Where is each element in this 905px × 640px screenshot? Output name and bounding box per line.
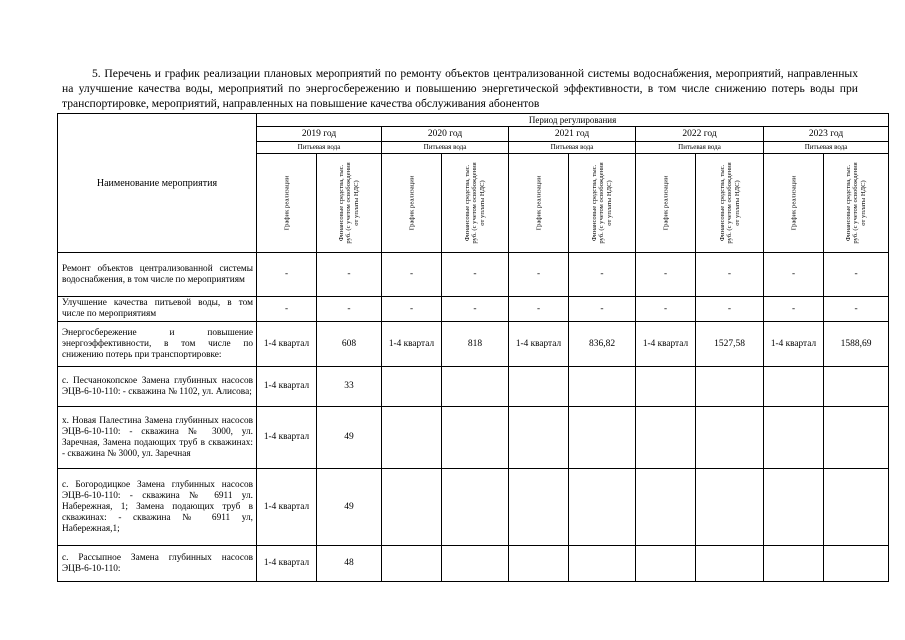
table-row bbox=[58, 469, 889, 546]
finance-cell: - bbox=[442, 297, 509, 322]
schedule-cell bbox=[636, 546, 696, 582]
finance-cell: 49 bbox=[317, 407, 382, 469]
schedule-cell: - bbox=[257, 253, 317, 297]
finance-cell: 1527,58 bbox=[696, 322, 764, 367]
finance-cell: - bbox=[824, 297, 889, 322]
finance-cell: 1588,69 bbox=[824, 322, 889, 367]
finance-column-header: Финансовые средства, тыс. руб. (с учетом освобождения от уплаты НДС) bbox=[463, 162, 486, 244]
period-header: Период регулирования bbox=[257, 114, 889, 127]
schedule-column-header: График реализации bbox=[534, 175, 542, 231]
water-type-header: Питьевая вода bbox=[509, 142, 636, 154]
schedule-cell: - bbox=[636, 297, 696, 322]
activity-name-cell: Ремонт объектов централизованной системы водоснабжения, в том числе по мероприятиям bbox=[58, 253, 257, 297]
schedule-cell bbox=[509, 469, 569, 546]
finance-cell bbox=[824, 469, 889, 546]
year-header: 2023 год bbox=[764, 127, 889, 142]
finance-cell: - bbox=[442, 253, 509, 297]
schedule-cell: 1-4 квартал bbox=[257, 546, 317, 582]
document-heading: 5. Перечень и график реализации плановых мероприятий по ремонту объектов централизованной системы водоснабжения, мероприятий, направленных на улучшение качества воды, мероприятий по энергосбережению и повышению энергетической эффективности, в том числе снижению потерь воды при транспортировке, мероприятий, направленных на повышение качества обслуживания абонентов bbox=[62, 67, 858, 110]
finance-cell: - bbox=[317, 297, 382, 322]
schedule-cell: - bbox=[382, 253, 442, 297]
schedule-cell: - bbox=[257, 297, 317, 322]
finance-cell: 818 bbox=[442, 322, 509, 367]
finance-cell: - bbox=[569, 297, 636, 322]
schedule-cell bbox=[382, 367, 442, 407]
activity-name-cell: с. Песчанокопское Замена глубинных насосов ЭЦВ-6-10-110: - скважина № 1102, ул. Алисова; bbox=[58, 367, 257, 407]
finance-cell: - bbox=[696, 253, 764, 297]
finance-cell bbox=[824, 367, 889, 407]
name-column-header: Наименование мероприятия bbox=[58, 114, 257, 253]
schedule-cell bbox=[509, 546, 569, 582]
finance-cell: 49 bbox=[317, 469, 382, 546]
water-type-header: Питьевая вода bbox=[636, 142, 764, 154]
table-row bbox=[58, 322, 889, 367]
schedule-cell: 1-4 квартал bbox=[257, 469, 317, 546]
finance-cell: 48 bbox=[317, 546, 382, 582]
finance-column-header: Финансовые средства, тыс. руб. (с учетом освобождения от уплаты НДС) bbox=[844, 162, 867, 244]
finance-cell bbox=[569, 469, 636, 546]
schedule-cell: - bbox=[509, 253, 569, 297]
table-row bbox=[58, 546, 889, 582]
finance-cell bbox=[442, 469, 509, 546]
schedule-cell: - bbox=[382, 297, 442, 322]
year-header: 2022 год bbox=[636, 127, 764, 142]
finance-cell: 836,82 bbox=[569, 322, 636, 367]
schedule-cell: 1-4 квартал bbox=[257, 407, 317, 469]
finance-cell bbox=[442, 407, 509, 469]
schedule-cell bbox=[509, 367, 569, 407]
activity-name-cell: с. Богородицкое Замена глубинных насосов ЭЦВ-6-10-110: - скважина № 6911 ул. Набережная, 1; Замена подающих труб в скважинах: - скважина № 6911 ул, Набережная,1; bbox=[58, 469, 257, 546]
schedule-cell bbox=[764, 367, 824, 407]
finance-cell: 608 bbox=[317, 322, 382, 367]
schedule-cell: 1-4 квартал bbox=[382, 322, 442, 367]
schedule-cell: 1-4 квартал bbox=[509, 322, 569, 367]
water-type-header: Питьевая вода bbox=[382, 142, 509, 154]
finance-cell: - bbox=[317, 253, 382, 297]
schedule-cell bbox=[636, 407, 696, 469]
schedule-column-header: График реализации bbox=[661, 175, 669, 231]
schedule-cell: 1-4 квартал bbox=[764, 322, 824, 367]
year-header: 2020 год bbox=[382, 127, 509, 142]
finance-cell bbox=[696, 407, 764, 469]
schedule-cell: - bbox=[764, 253, 824, 297]
schedule-cell bbox=[636, 367, 696, 407]
finance-cell bbox=[442, 546, 509, 582]
schedule-cell: 1-4 квартал bbox=[636, 322, 696, 367]
schedule-cell bbox=[382, 407, 442, 469]
water-type-header: Питьевая вода bbox=[764, 142, 889, 154]
schedule-cell bbox=[382, 469, 442, 546]
activity-name-cell: Улучшение качества питьевой воды, в том числе по мероприятиям bbox=[58, 297, 257, 322]
finance-cell bbox=[569, 407, 636, 469]
schedule-cell: - bbox=[636, 253, 696, 297]
schedule-cell: 1-4 квартал bbox=[257, 322, 317, 367]
finance-cell bbox=[696, 546, 764, 582]
finance-cell bbox=[569, 546, 636, 582]
schedule-cell: 1-4 квартал bbox=[257, 367, 317, 407]
schedule-cell bbox=[382, 546, 442, 582]
table-row bbox=[58, 367, 889, 407]
table-row bbox=[58, 297, 889, 322]
finance-cell bbox=[696, 469, 764, 546]
plan-table bbox=[57, 113, 889, 582]
schedule-cell bbox=[764, 469, 824, 546]
finance-column-header: Финансовые средства, тыс. руб. (с учетом освобождения от уплаты НДС) bbox=[590, 162, 613, 244]
finance-cell bbox=[824, 407, 889, 469]
schedule-column-header: График реализации bbox=[407, 175, 415, 231]
finance-cell: 33 bbox=[317, 367, 382, 407]
finance-cell: - bbox=[696, 297, 764, 322]
finance-cell bbox=[696, 367, 764, 407]
activity-name-cell: х. Новая Палестина Замена глубинных насосов ЭЦВ-6-10-110: - скважина № 3000, ул. Заречная, Замена подающих труб в скважинах: - скважина № 3000, ул. Заречная bbox=[58, 407, 257, 469]
schedule-column-header: График реализации bbox=[789, 175, 797, 231]
activity-name-cell: Энергосбережение и повышение энергоэффективности, в том числе по снижению потерь при транспортировке: bbox=[58, 322, 257, 367]
table-row bbox=[58, 407, 889, 469]
schedule-cell bbox=[764, 407, 824, 469]
schedule-cell bbox=[636, 469, 696, 546]
finance-cell bbox=[824, 546, 889, 582]
year-header: 2019 год bbox=[257, 127, 382, 142]
schedule-cell bbox=[509, 407, 569, 469]
schedule-cell: - bbox=[764, 297, 824, 322]
activity-name-cell: с. Рассыпное Замена глубинных насосов ЭЦВ-6-10-110: bbox=[58, 546, 257, 582]
schedule-cell: - bbox=[509, 297, 569, 322]
finance-cell: - bbox=[824, 253, 889, 297]
finance-column-header: Финансовые средства, тыс. руб. (с учетом освобождения от уплаты НДС) bbox=[718, 162, 741, 244]
schedule-cell bbox=[764, 546, 824, 582]
finance-cell bbox=[442, 367, 509, 407]
finance-cell: - bbox=[569, 253, 636, 297]
finance-column-header: Финансовые средства, тыс. руб. (с учетом освобождения от уплаты НДС) bbox=[337, 162, 360, 244]
water-type-header: Питьевая вода bbox=[257, 142, 382, 154]
table-row bbox=[58, 253, 889, 297]
schedule-column-header: График реализации bbox=[282, 175, 290, 231]
finance-cell bbox=[569, 367, 636, 407]
year-header: 2021 год bbox=[509, 127, 636, 142]
